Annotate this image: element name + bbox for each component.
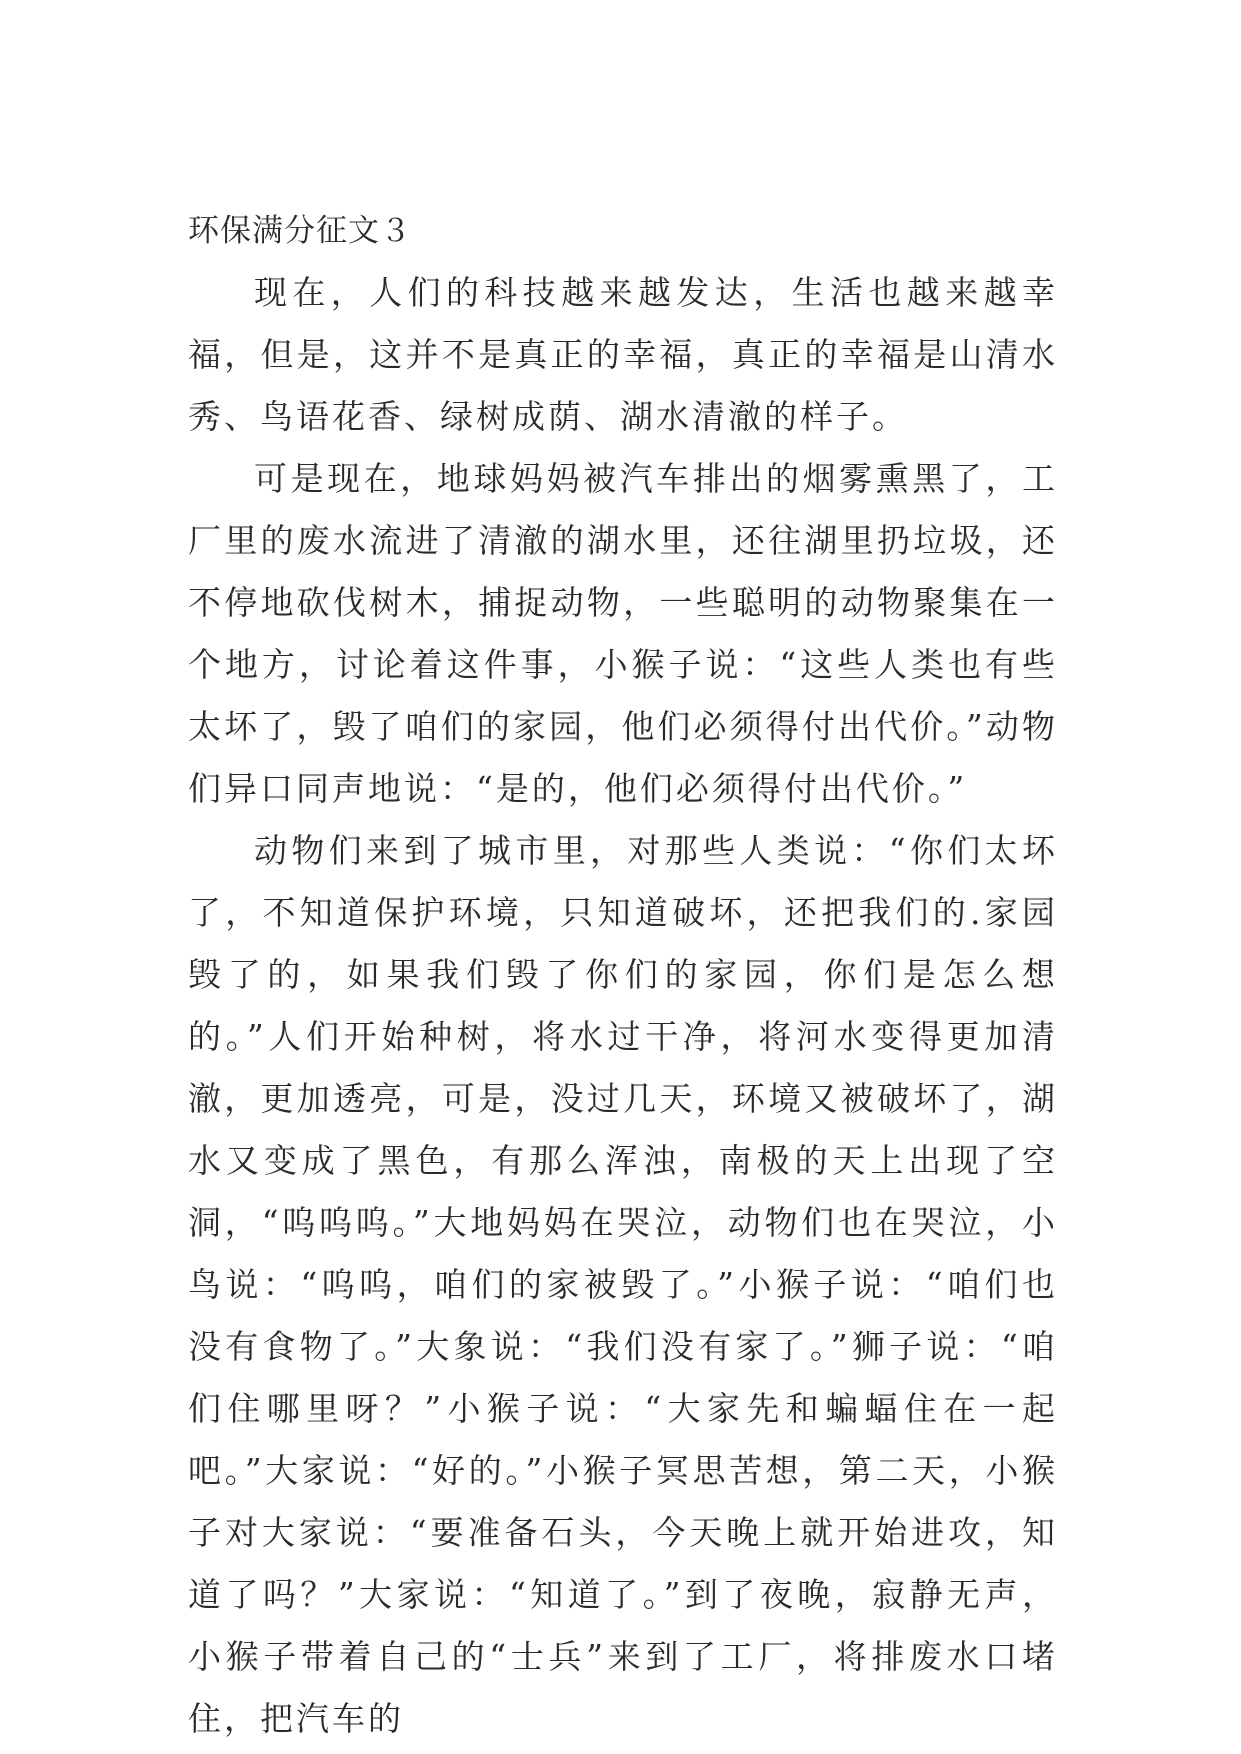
essay-title: 环保满分征文３ [188, 213, 412, 249]
paragraph-2: 可是现在，地球妈妈被汽车排出的烟雾熏黑了，工厂里的废水流进了清澈的湖水里，还往湖里扔垃圾，还不停地砍伐树木，捕捉动物，一些聪明的动物聚集在一个地方，讨论着这件事，小猴子说：“这些人类也有些太坏了，毁了咱们的家园，他们必须得付出代价。”动物们异口同声地说：“是的，他们必须得付出代价。” [188, 459, 1058, 808]
paragraph-1: 现在，人们的科技越来越发达，生活也越来越幸福，但是，这并不是真正的幸福，真正的幸福是山清水秀、鸟语花香、绿树成荫、湖水清澈的样子。 [188, 273, 1058, 436]
document-body [188, 200, 1058, 1750]
paragraph-3: 动物们来到了城市里，对那些人类说：“你们太坏了，不知道保护环境，只知道破坏，还把我们的.家园毁了的，如果我们毁了你们的家园，你们是怎么想的。”人们开始种树，将水过干净，将河水变得更加清澈，更加透亮，可是，没过几天，环境又被破坏了，湖水又变成了黑色，有那么浑浊，南极的天上出现了空洞，“呜呜呜。”大地妈妈在哭泣，动物们也在哭泣，小鸟说：“呜呜，咱们的家被毁了。”小猴子说：“咱们也没有食物了。”大象说：“我们没有家了。”狮子说：“咱们住哪里呀？”小猴子说：“大家先和蝙蝠住在一起吧。”大家说：“好的。”小猴子冥思苦想，第二天，小猴子对大家说：“要准备石头，今天晚上就开始进攻，知道了吗？”大家说：“知道了。”到了夜晚，寂静无声，小猴子带着自己的“士兵”来到了工厂，将排废水口堵住，把汽车的 [188, 831, 1058, 1738]
